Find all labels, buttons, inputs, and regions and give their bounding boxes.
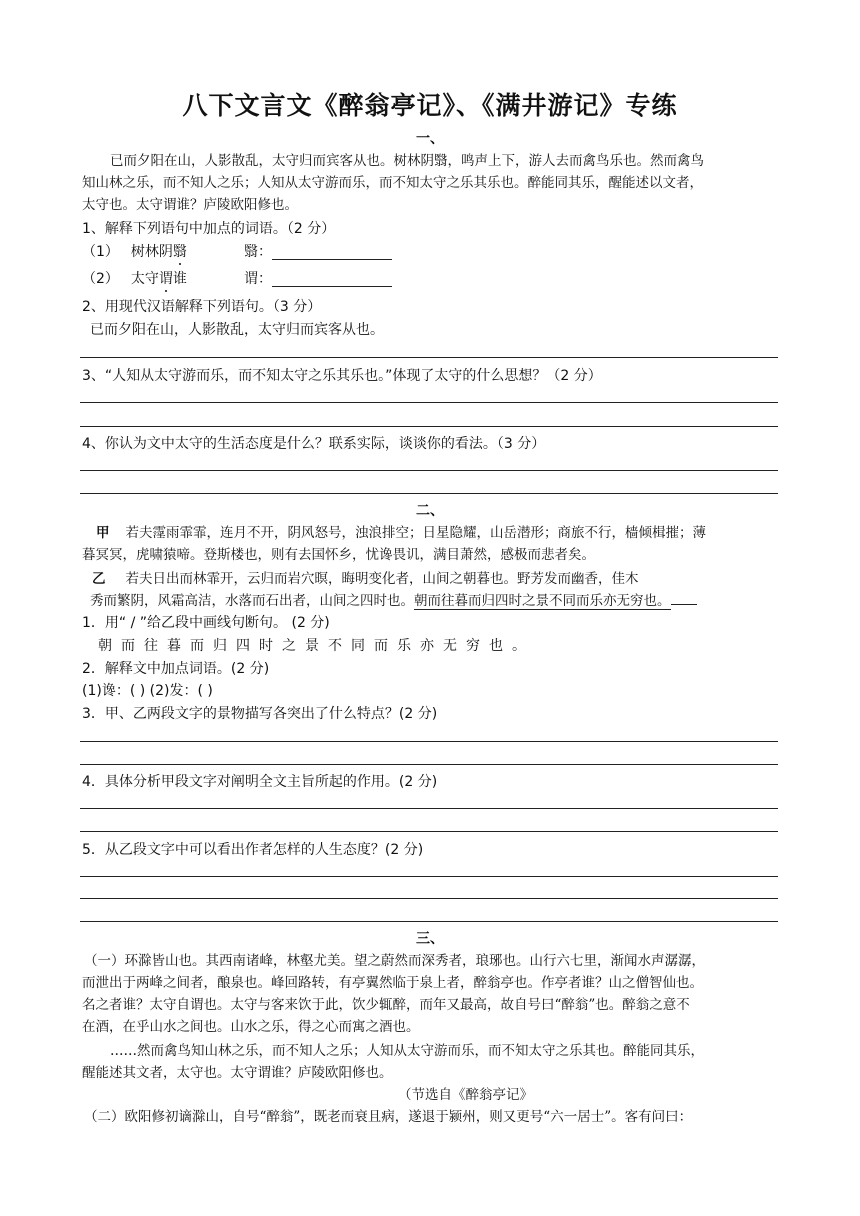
answer-line[interactable]	[80, 741, 778, 742]
passage-yi-label: 乙	[92, 571, 106, 587]
item-number: （2）	[82, 271, 119, 287]
section-3-part-1-line-4: 在酒，在乎山水之间也。山水之乐，得之心而寓之酒也。	[82, 1019, 420, 1035]
section-3-part-1-line-1: （一）环滁皆山也。其西南诸峰，林壑尤美。望之蔚然而深秀者，琅琊也。山行六七里，渐闻水声潺潺，	[84, 953, 705, 969]
answer-line[interactable]	[80, 808, 778, 809]
section-2-question-1: 1．用“ / ”给乙段中画线句断句。 (2 分)	[82, 615, 330, 631]
answer-blank[interactable]	[272, 259, 392, 260]
section-1-question-2: 2、用现代汉语解释下列语句。（3 分）	[82, 299, 322, 315]
section-3-part-1-line-3: 名之者谁？太守自谓也。太守与客来饮于此，饮少辄醉，而年又最高，故自号曰“醉翁”也。醉翁之意不	[82, 997, 690, 1013]
section-3-source: （节选自《醉翁亭记》	[398, 1087, 533, 1103]
dotted-word: 谓	[158, 271, 173, 287]
section-1-q1-item-2-label: 谓：	[244, 271, 272, 287]
item-text-pre: 树林阴	[130, 244, 173, 260]
section-2-q1-sentence: 朝而往暮而归四时之景不同而乐亦无穷也。	[98, 638, 535, 654]
answer-line[interactable]	[80, 426, 778, 427]
answer-line[interactable]	[80, 898, 778, 899]
section-1-q1-item-1	[82, 241, 187, 261]
passage-jia-label: 甲	[96, 525, 110, 541]
answer-line[interactable]	[80, 764, 778, 765]
underlined-sentence: 朝而往暮而归四时之景不同而乐亦无穷也。	[414, 593, 671, 609]
answer-line[interactable]	[80, 357, 778, 358]
item-text-pre: 太守	[130, 271, 159, 287]
section-3-heading: 三、	[416, 931, 444, 947]
answer-line[interactable]	[80, 402, 778, 403]
answer-blank[interactable]	[272, 286, 392, 287]
dotted-word: 翳	[172, 244, 187, 260]
section-1-q1-item-1-label: 翳：	[244, 244, 272, 260]
passage-jia-line-2: 暮冥冥，虎啸猿啼。登斯楼也，则有去国怀乡，忧谗畏讥，满目萧然，感极而悲者矣。	[82, 547, 595, 563]
section-2-question-2: 2．解释文中加点词语。(2 分)	[82, 661, 270, 677]
section-1-passage-line-2: 知山林之乐，而不知人之乐；人知从太守游而乐，而不知太守之乐其乐也。醉能同其乐，醒能述以文者，	[82, 175, 703, 191]
section-3-part-1-line-5: ……然而禽鸟知山林之乐，而不知人之乐；人知从太守游而乐，而不知太守之乐其也。醉能同其乐，	[110, 1043, 704, 1059]
section-3-part-2-line-1: （二）欧阳修初谪滁山，自号“醉翁”，既老而衰且病，遂退于颍州，则又更号“六一居士”。客有问曰：	[84, 1109, 693, 1125]
item-number: （1）	[82, 244, 119, 260]
section-2-question-5: 5．从乙段文字中可以看出作者怎样的人生态度？(2 分)	[82, 842, 424, 858]
answer-line[interactable]	[80, 831, 778, 832]
answer-line[interactable]	[80, 493, 778, 494]
section-1-question-1: 1、解释下列语句中加点的词语。（2 分）	[82, 221, 336, 237]
section-1-passage-line-1: 已而夕阳在山，人影散乱，太守归而宾客从也。树林阴翳，鸣声上下，游人去而禽鸟乐也。然而禽鸟	[110, 153, 704, 169]
passage-yi-text: 若夫日出而林霏开，云归而岩穴暝，晦明变化者，山间之朝暮也。野芳发而幽香，佳木	[125, 571, 639, 587]
answer-line[interactable]	[80, 876, 778, 877]
item-text-post: 谁	[172, 271, 187, 287]
section-1-question-3: 3、“人知从太守游而乐，而不知太守之乐其乐也。”体现了太守的什么思想？（2 分）	[82, 368, 602, 384]
section-2-question-3: 3．甲、乙两段文字的景物描写各突出了什么特点？(2 分)	[82, 706, 438, 722]
underline-tail	[671, 590, 697, 605]
section-3-part-1-line-2: 而泄出于两峰之间者，酿泉也。峰回路转，有亭翼然临于泉上者，醉翁亭也。作亭者谁？山之僧智仙也。	[82, 975, 703, 991]
section-2-q2-items: (1)谗：( ) (2)发：( )	[82, 683, 213, 699]
passage-jia-text: 若夫霪雨霏霏，连月不开，阴风怒号，浊浪排空；日星隐耀，山岳潜形；商旅不行，樯倾楫摧；薄	[125, 525, 706, 541]
section-2-question-4: 4．具体分析甲段文字对阐明全文主旨所起的作用。(2 分)	[82, 774, 438, 790]
section-2-heading: 二、	[416, 503, 444, 519]
passage-yi-line-2	[90, 590, 697, 612]
section-3-part-1-line-6: 醒能述其文者，太守也。太守谓谁？庐陵欧阳修也。	[82, 1065, 393, 1081]
section-1-heading: 一、	[416, 131, 444, 147]
passage-yi-line-1	[92, 568, 639, 590]
section-1-passage-line-3: 太守也。太守谓谁？庐陵欧阳修也。	[82, 197, 298, 213]
section-1-q1-item-2	[82, 268, 187, 288]
passage-yi-text: 秀而繁阴，风霜高洁，水落而石出者，山间之四时也。	[90, 593, 414, 609]
page-title: 八下文言文《醉翁亭记》、《满井游记》专练	[182, 91, 678, 120]
answer-line[interactable]	[80, 470, 778, 471]
section-1-question-4: 4、你认为文中太守的生活态度是什么？联系实际，谈谈你的看法。（3 分）	[82, 436, 546, 452]
passage-jia-line-1	[96, 522, 706, 544]
section-1-q2-sentence: 已而夕阳在山，人影散乱，太守归而宾客从也。	[90, 322, 384, 338]
answer-line[interactable]	[80, 921, 778, 922]
